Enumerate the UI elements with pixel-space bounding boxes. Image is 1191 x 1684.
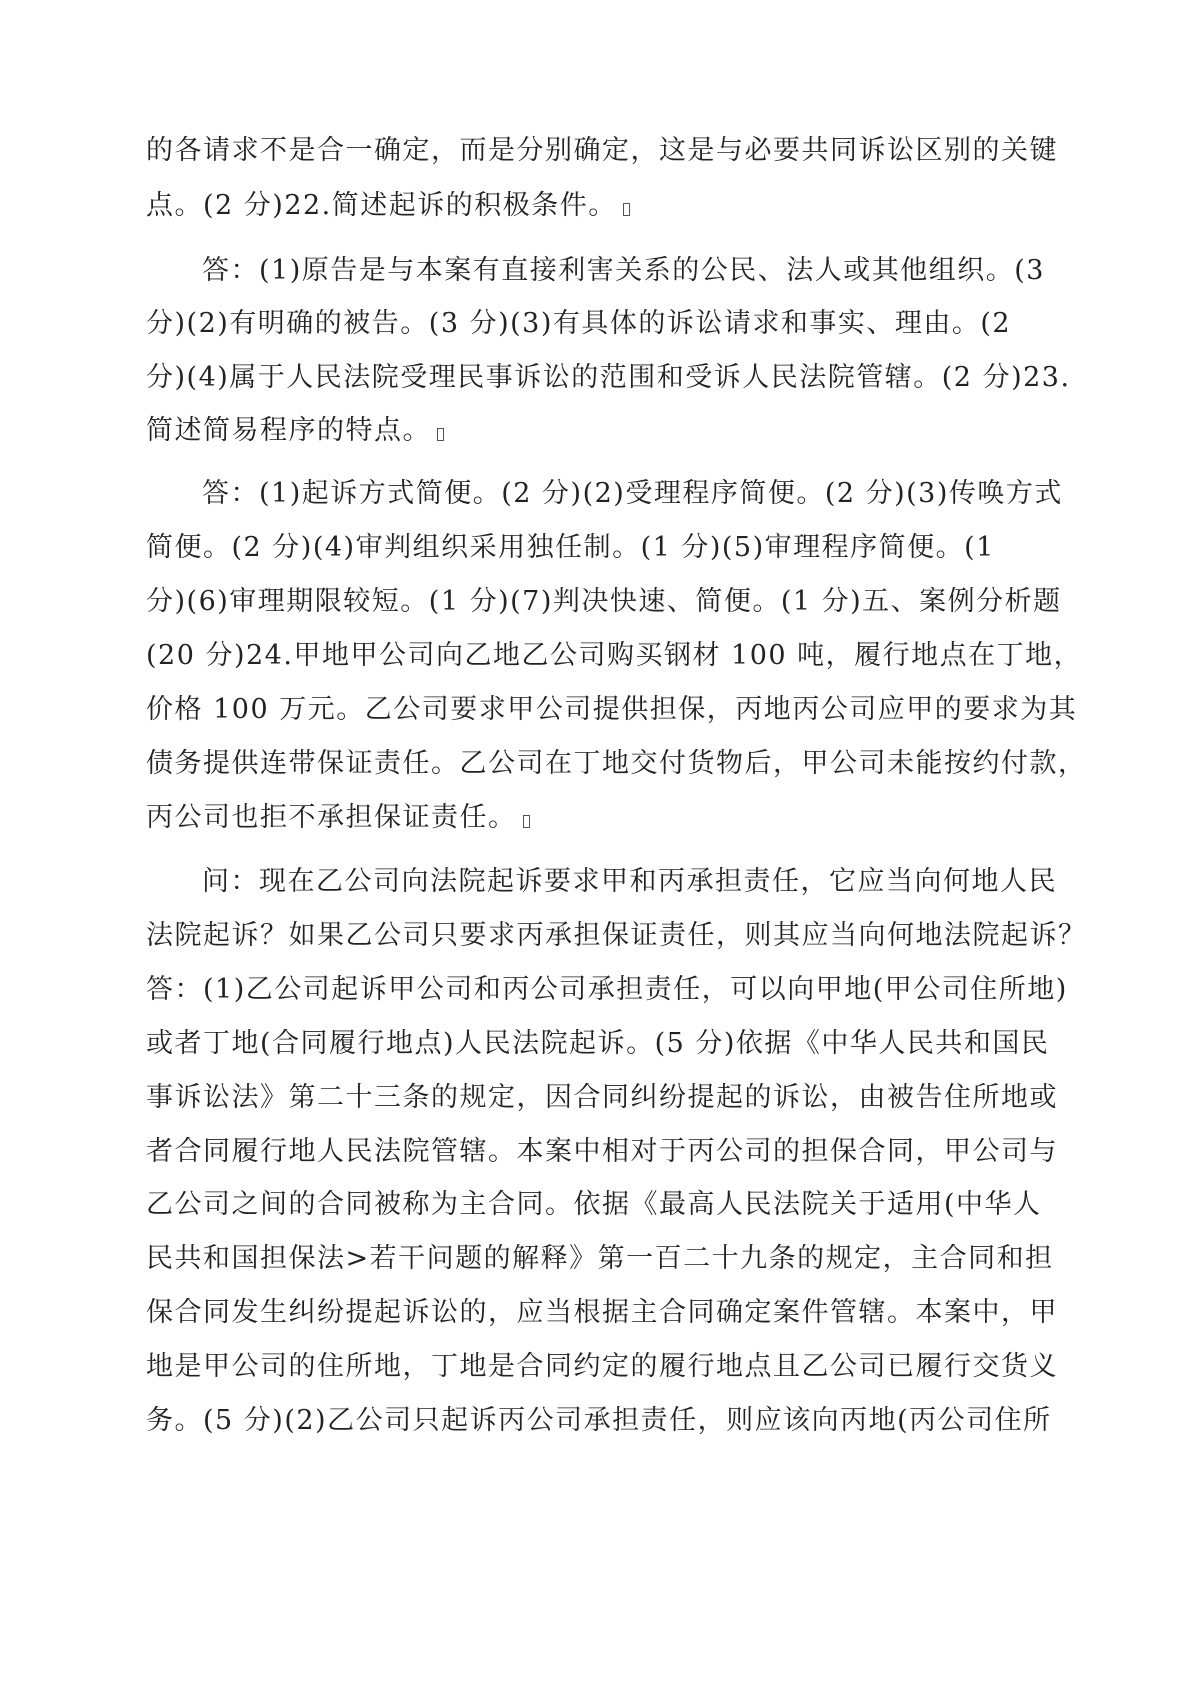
- text-line: 乙公司之间的合同被称为主合同。依据《最高人民法院关于适用(中华人: [146, 1189, 1042, 1220]
- text-line: 答：(1)乙公司起诉甲公司和丙公司承担责任，可以向甲地(甲公司住所地): [146, 974, 1068, 1005]
- text-line: 事诉讼法》第二十三条的规定，因合同纠纷提起的诉讼，由被告住所地或: [146, 1082, 1058, 1113]
- text-line: 保合同发生纠纷提起诉讼的，应当根据主合同确定案件管辖。本案中，甲: [146, 1297, 1058, 1328]
- text-segment: 丙公司也拒不承担保证责任。: [146, 802, 517, 833]
- text-segment: 简述简易程序的特点。: [146, 415, 431, 446]
- text-line: 者合同履行地人民法院管辖。本案中相对于丙公司的担保合同，甲公司与: [146, 1136, 1058, 1167]
- text-line: 民共和国担保法>若干问题的解释》第一百二十九条的规定，主合同和担: [146, 1243, 1054, 1274]
- paragraph-end-mark-icon: [623, 203, 630, 216]
- text-line: 债务提供连带保证责任。乙公司在丁地交付货物后，甲公司未能按约付款，: [146, 748, 1087, 779]
- text-line: 简便。(2 分)(4)审判组织采用独任制。(1 分)(5)审理程序简便。(1: [146, 532, 995, 563]
- text-line: 务。(5 分)(2)乙公司只起诉丙公司承担责任，则应该向丙地(丙公司住所: [146, 1405, 1052, 1436]
- text-line: 答：(1)原告是与本案有直接利害关系的公民、法人或其他组织。(3: [202, 255, 1045, 286]
- paragraph-end-mark-icon: [523, 815, 530, 828]
- text-line: 分)(2)有明确的被告。(3 分)(3)有具体的诉讼请求和事实、理由。(2: [146, 308, 1012, 339]
- text-line: 答：(1)起诉方式简便。(2 分)(2)受理程序简便。(2 分)(3)传唤方式: [202, 478, 1063, 509]
- text-line: [146, 189, 630, 223]
- paragraph-end-mark-icon: [437, 428, 444, 441]
- text-segment: 点。(2 分)22.简述起诉的积极条件。: [146, 190, 617, 221]
- text-line: (20 分)24.甲地甲公司向乙地乙公司购买钢材 100 吨，履行地点在丁地，: [146, 640, 1083, 671]
- text-line: 分)(6)审理期限较短。(1 分)(7)判决快速、简便。(1 分)五、案例分析题: [146, 586, 1062, 617]
- text-line: 价格 100 万元。乙公司要求甲公司提供担保，丙地丙公司应甲的要求为其: [146, 694, 1078, 725]
- text-line: [146, 801, 530, 835]
- text-line: 法院起诉？如果乙公司只要求丙承担保证责任，则其应当向何地法院起诉？: [146, 920, 1087, 951]
- text-line: 的各请求不是合一确定，而是分别确定，这是与必要共同诉讼区别的关键: [146, 135, 1058, 166]
- text-line: 问：现在乙公司向法院起诉要求甲和丙承担责任，它应当向何地人民: [202, 866, 1057, 897]
- text-line: [146, 414, 444, 448]
- text-line: 分)(4)属于人民法院受理民事诉讼的范围和受诉人民法院管辖。(2 分)23.: [146, 362, 1071, 393]
- text-line: 或者丁地(合同履行地点)人民法院起诉。(5 分)依据《中华人民共和国民: [146, 1028, 1050, 1059]
- text-line: 地是甲公司的住所地，丁地是合同约定的履行地点且乙公司已履行交货义: [146, 1351, 1058, 1382]
